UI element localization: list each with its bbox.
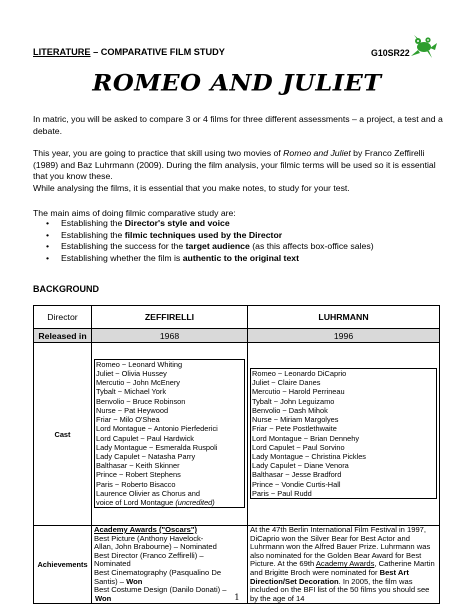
aim-item [33, 253, 453, 265]
cast-line: Romeo ~ Leonard Whiting [96, 359, 183, 369]
cast-line: Lord Montague ~ Antonio Pierfederici [96, 424, 218, 434]
aim-text-after: (as this affects box-office sales) [249, 241, 374, 251]
aim-text: Establishing the success for the [61, 241, 186, 251]
page-number: 1 [234, 593, 240, 603]
achievement-text: Nominated [94, 559, 131, 569]
cast-line: Mercutio ~ Harold Perrineau [252, 387, 345, 397]
achievement-text: Won [95, 593, 112, 603]
cast-line: Paris ~ Roberto Bisacco [96, 479, 176, 489]
cast-line: Friar ~ Pete Postlethwaite [252, 424, 337, 434]
aim-item [33, 241, 453, 253]
cast-luhrmann-cell [248, 343, 440, 526]
cast-line: Tybalt ~ John Leguizamo [252, 396, 335, 406]
cast-line: Laurence Olivier as Chorus and [96, 488, 200, 498]
achievements-zeffirelli [94, 526, 245, 603]
background-heading: BACKGROUND [33, 284, 99, 294]
achievement-text: Best Costume Design (Danilo Donati) – [94, 585, 227, 595]
cast-line: Nurse ~ Miriam Margolyes [252, 415, 339, 425]
ach-l-academy-awards: Academy Awards [315, 559, 375, 569]
released-label: Released in [34, 329, 92, 343]
cast-line: Lady Capulet ~ Diane Venora [252, 461, 349, 471]
aim-text: Establishing whether the film is [61, 252, 183, 263]
bullet-icon: • [46, 218, 50, 228]
cast-line: Balthasar ~ Jesse Bradford [252, 470, 342, 480]
cast-line: Romeo ~ Leonardo DiCaprio [252, 369, 347, 379]
ach-l-text-2: , Catherine Martin and Brigitte Broch were nominated for [250, 559, 435, 577]
aims-list [33, 218, 453, 264]
uncredited-note: (uncredited) [175, 497, 215, 507]
released-row [34, 329, 440, 343]
table-header-row [34, 306, 440, 329]
cast-line: Prince ~ Robert Stephens [96, 470, 181, 480]
cast-line: Juliet ~ Olivia Hussey [96, 369, 167, 379]
cast-line: Friar ~ Milo O'Shea [96, 415, 160, 425]
aim-text: Establishing the [61, 218, 125, 228]
cast-line: Benvolio ~ Bruce Robinson [96, 396, 186, 406]
cast-line: Prince ~ Vondie Curtis-Hall [252, 479, 341, 489]
document-header [33, 47, 403, 57]
cast-row [34, 343, 440, 526]
achievement-text: Best Director (Franco Zeffirelli) – [94, 550, 204, 560]
page-title: ROMEO AND JULIET [92, 68, 382, 97]
header-topic: COMPARATIVE FILM STUDY [100, 47, 225, 57]
ach-l-art-direction: Best Art Direction/Set Decoration [250, 567, 409, 586]
cast-line: Lady Montague ~ Esmeralda Ruspoli [96, 442, 218, 452]
ach-l-text-1: At the 47th Berlin International Film Festival in 1997, DiCaprio won the Silver Bear for Best Actor and Luhrmann won the Alfred Bauer Prize. Luhrmann was also nominated for the Golden Bear Award for Best Picture. At the 69th [250, 525, 431, 569]
aim-bold: target audience [185, 241, 250, 251]
cast-line: Lady Montague ~ Christina Pickles [252, 451, 366, 461]
header-dash: – [90, 47, 101, 57]
cast-zeffirelli-cell [92, 343, 248, 526]
comparison-table [33, 305, 440, 604]
aim-item [33, 230, 453, 242]
director-label: Director [34, 306, 92, 329]
ach-l-text-3: . In 2005, the film was included on the BFI list of the 50 films you should see by the age of 14 [250, 576, 430, 603]
bullet-icon: • [46, 229, 50, 240]
achievement-text: Santis) – [94, 576, 127, 586]
p2-text-b: by Franco Zeffirelli (1989) and Baz Luhrmann (2009). During the film analysis, your filmic terms will be used so it is essential that you know these. [33, 148, 436, 181]
cast-line: Nurse ~ Pat Heywood [96, 405, 169, 415]
aim-text: Establishing the [61, 229, 125, 240]
cast-line: Paris ~ Paul Rudd [252, 488, 312, 498]
cast-line: Lady Capulet ~ Natasha Parry [96, 451, 196, 461]
aim-bold: Director's style and voice [124, 218, 230, 228]
zeffirelli-header: ZEFFIRELLI [92, 306, 248, 329]
intro-paragraph-4: The main aims of doing filmic comparative study are: [33, 208, 236, 218]
aim-bold: authentic to the original text [182, 252, 300, 263]
aim-item [33, 218, 453, 230]
cast-zeffirelli-list [94, 359, 245, 508]
cast-line: Lord Montague ~ Brian Dennehy [252, 433, 360, 443]
p2-film-title: Romeo and Juliet [283, 148, 351, 158]
bullet-icon: • [46, 241, 50, 251]
released-luhrmann: 1996 [248, 329, 440, 343]
header-subject: LITERATURE [33, 47, 91, 57]
cast-line: Lord Capulet ~ Paul Sorvino [252, 442, 345, 452]
released-zeffirelli: 1968 [92, 329, 248, 343]
intro-paragraph-1: In matric, you will be asked to compare 3 or 4 films for three different assessments – a project, a test and a debate. [33, 114, 443, 136]
cast-line: Mercutio ~ John McEnery [96, 378, 180, 388]
cast-luhrmann-list [250, 368, 437, 499]
academy-awards-heading: Academy Awards ("Oscars") [94, 525, 198, 534]
achievements-label: Achievements [34, 526, 92, 604]
cast-line-text: voice of Lord Montague [96, 497, 174, 507]
intro-paragraph-2 [33, 148, 445, 183]
cast-line: Balthasar ~ Keith Skinner [96, 461, 180, 471]
cast-label: Cast [34, 343, 92, 526]
cast-line: Juliet ~ Claire Danes [252, 378, 321, 388]
document-code: G10SR22 [371, 48, 410, 58]
aim-bold: filmic techniques used by the Director [124, 229, 283, 240]
achievement-text: Best Cinematography (Pasqualino De [94, 567, 222, 577]
achievement-text: Allan, John Brabourne) – Nominated [94, 542, 217, 552]
cast-line: Lord Capulet ~ Paul Hardwick [96, 433, 194, 443]
intro-paragraph-3: While analysing the films, it is essential that you make notes, to study for your test. [33, 183, 350, 193]
cast-line: Tybalt ~ Michael York [96, 387, 167, 397]
p2-text-a: This year, you are going to practice that skill using two movies of [33, 148, 284, 158]
won-label: Won [126, 576, 143, 586]
green-frog-logo-icon [408, 33, 438, 59]
achievement-text: Best Picture (Anthony Havelock- [94, 533, 204, 543]
cast-line: Benvolio ~ Dash Mihok [252, 405, 328, 415]
cast-line [96, 498, 243, 507]
bullet-icon: • [46, 252, 50, 263]
achievements-luhrmann [250, 526, 437, 603]
luhrmann-header: LUHRMANN [248, 306, 440, 329]
